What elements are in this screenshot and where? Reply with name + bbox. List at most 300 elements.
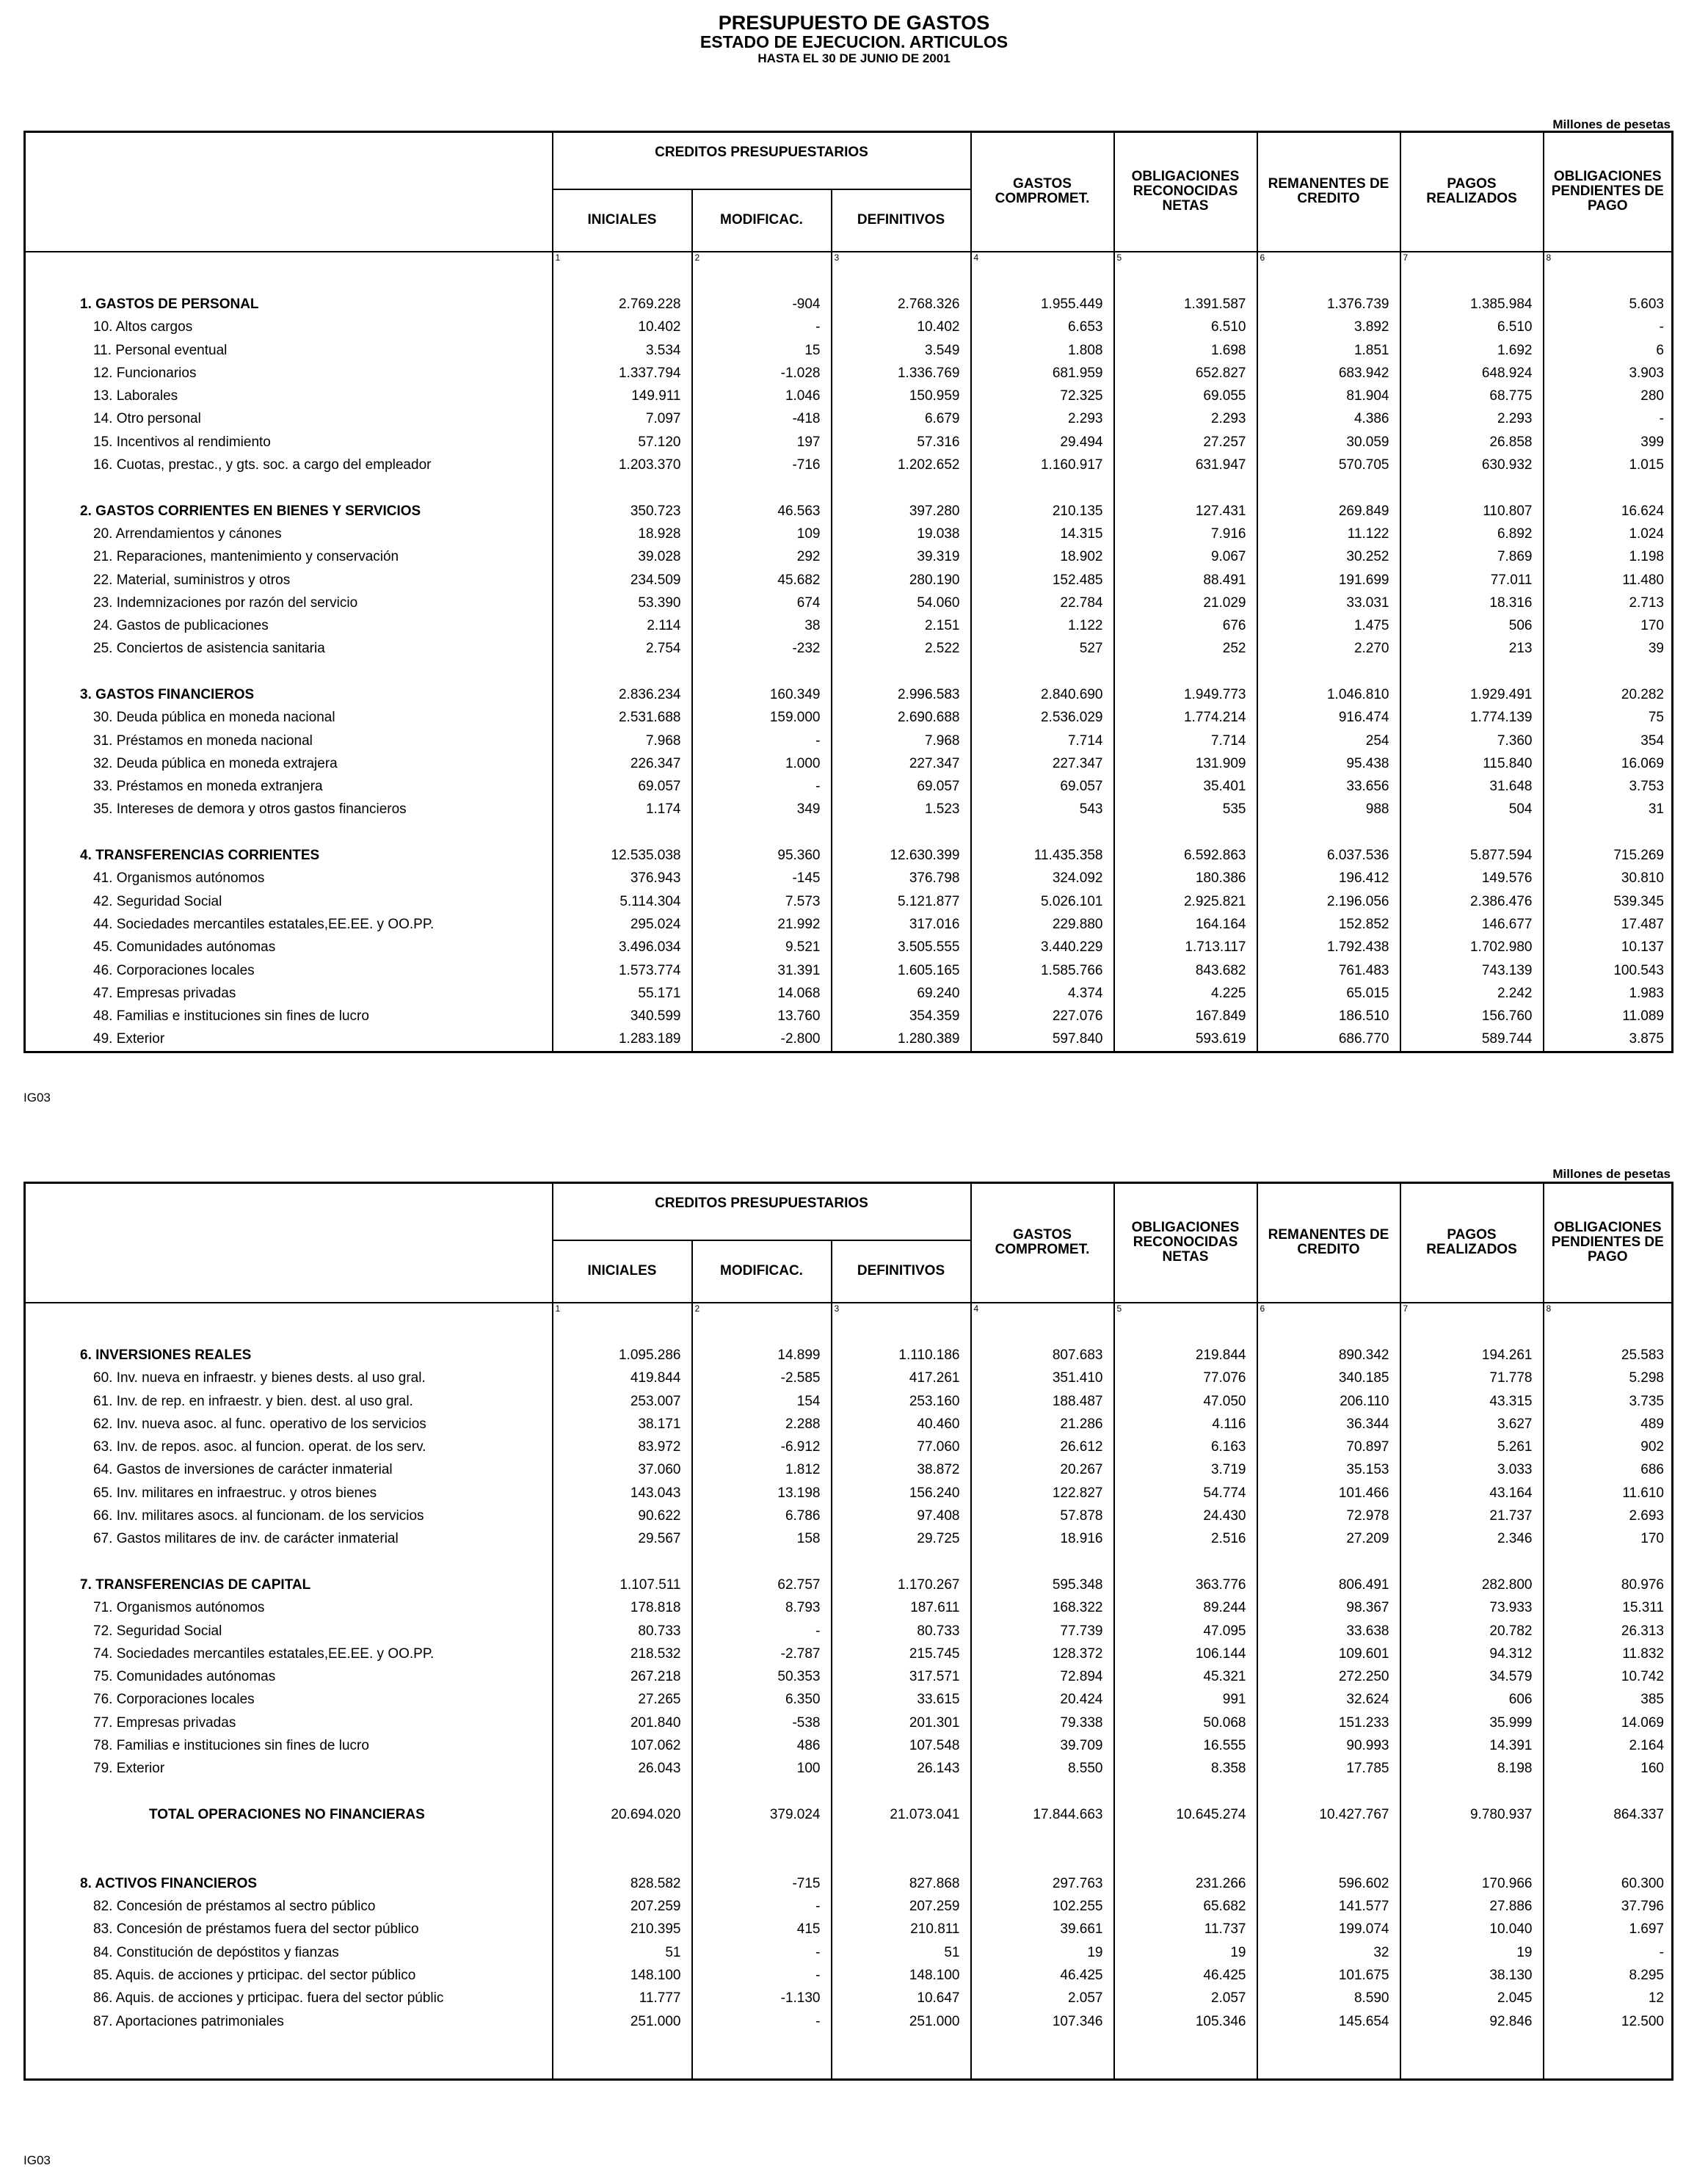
value-cell: 9.521 — [692, 936, 832, 958]
table-row — [25, 592, 1673, 614]
row-label: 61. Inv. de rep. en infraestr. y bien. dest. al uso gral. — [93, 1393, 413, 1409]
value-cell: 51 — [553, 1941, 692, 1964]
value-cell: 351.410 — [971, 1367, 1114, 1389]
value-cell: 18.316 — [1400, 592, 1544, 614]
row-label: 47. Empresas privadas — [93, 985, 236, 1001]
value-cell: 596.602 — [1257, 1872, 1400, 1895]
blank-cell — [832, 1849, 971, 1871]
value-cell: 13.198 — [692, 1482, 832, 1505]
column-number: 1 — [553, 252, 692, 270]
value-cell: 21.992 — [692, 913, 832, 936]
blank-cell — [553, 2033, 692, 2056]
value-cell: 37.060 — [553, 1458, 692, 1481]
value-cell: 890.342 — [1257, 1344, 1400, 1367]
value-cell: 681.959 — [971, 362, 1114, 385]
row-label: 84. Constitución de depóstitos y fianzas — [93, 1944, 339, 1960]
header-remanentes: REMANENTES DE CREDITO — [1257, 132, 1400, 252]
value-cell: 141.577 — [1257, 1895, 1400, 1918]
row-label: 83. Concesión de préstamos fuera del sector público — [93, 1921, 419, 1938]
value-cell: 1.095.286 — [553, 1344, 692, 1367]
value-cell: 527 — [971, 637, 1114, 660]
value-cell: 6.786 — [692, 1505, 832, 1527]
value-cell: 11.737 — [1114, 1918, 1257, 1940]
value-cell: 19 — [1400, 1941, 1544, 1964]
row-label: 41. Organismos autónomos — [93, 870, 265, 887]
blank-cell — [1257, 2056, 1400, 2080]
blank-cell — [1257, 1849, 1400, 1871]
value-cell: 3.753 — [1544, 775, 1673, 798]
value-cell: 186.510 — [1257, 1005, 1400, 1027]
row-label: 1. GASTOS DE PERSONAL — [80, 296, 259, 312]
value-cell: 106.144 — [1114, 1643, 1257, 1665]
blank-row — [25, 1321, 1673, 1344]
value-cell: 54.774 — [1114, 1482, 1257, 1505]
row-label: 6. INVERSIONES REALES — [80, 1347, 252, 1363]
value-cell: 21.029 — [1114, 592, 1257, 614]
value-cell: 11.122 — [1257, 523, 1400, 545]
value-cell: 143.043 — [553, 1482, 692, 1505]
table-row — [25, 1688, 1673, 1711]
value-cell: 150.959 — [832, 385, 971, 407]
blank-cell — [1257, 821, 1400, 844]
value-cell: - — [692, 1964, 832, 1987]
value-cell: 1.812 — [692, 1458, 832, 1481]
table-row — [25, 1027, 1673, 1052]
row-label: 13. Laborales — [93, 388, 178, 404]
blank-cell — [553, 1849, 692, 1871]
value-cell: - — [692, 1941, 832, 1964]
value-cell: 226.347 — [553, 752, 692, 775]
table-row — [25, 1803, 1673, 1826]
value-cell: 149.576 — [1400, 867, 1544, 890]
value-cell: -418 — [692, 407, 832, 430]
blank-cell — [1114, 1849, 1257, 1871]
value-cell: 3.875 — [1544, 1027, 1673, 1052]
value-cell: 5.603 — [1544, 293, 1673, 316]
value-cell: 90.622 — [553, 1505, 692, 1527]
value-cell: 26.043 — [553, 1757, 692, 1780]
value-cell: 39 — [1544, 637, 1673, 660]
blank-cell — [1400, 476, 1544, 499]
value-cell: 213 — [1400, 637, 1544, 660]
value-cell: 1.107.511 — [553, 1574, 692, 1596]
value-cell: 33.656 — [1257, 775, 1400, 798]
table-row — [25, 752, 1673, 775]
blank-cell — [1257, 1826, 1400, 1849]
value-cell: 14.391 — [1400, 1734, 1544, 1757]
value-cell: 55.171 — [553, 982, 692, 1005]
blank-cell — [25, 1849, 553, 1871]
value-cell: 122.827 — [971, 1482, 1114, 1505]
value-cell: -716 — [692, 454, 832, 476]
value-cell: 53.390 — [553, 592, 692, 614]
value-cell: 72.325 — [971, 385, 1114, 407]
blank-cell — [553, 821, 692, 844]
value-cell: 77.739 — [971, 1619, 1114, 1642]
value-cell: 152.852 — [1257, 913, 1400, 936]
blank-cell — [25, 270, 553, 293]
value-cell: 10.645.274 — [1114, 1803, 1257, 1826]
table-row — [25, 936, 1673, 958]
value-cell: 206.110 — [1257, 1389, 1400, 1412]
blank-cell — [692, 2033, 832, 2056]
value-cell: 102.255 — [971, 1895, 1114, 1918]
value-cell: 156.760 — [1400, 1005, 1544, 1027]
value-cell: 18.916 — [971, 1527, 1114, 1550]
table-row — [25, 890, 1673, 913]
blank-cell — [1544, 1550, 1673, 1573]
value-cell: 827.868 — [832, 1872, 971, 1895]
value-cell: -6.912 — [692, 1436, 832, 1458]
value-cell: 75 — [1544, 706, 1673, 729]
value-cell: 349 — [692, 798, 832, 821]
blank-cell — [971, 270, 1114, 293]
value-cell: 22.784 — [971, 592, 1114, 614]
value-cell: 10.427.767 — [1257, 1803, 1400, 1826]
value-cell: 683.942 — [1257, 362, 1400, 385]
value-cell: 6.679 — [832, 407, 971, 430]
blank-cell — [692, 661, 832, 683]
blank-cell — [832, 1550, 971, 1573]
value-cell: 1.573.774 — [553, 958, 692, 981]
units-label: Millones de pesetas — [1552, 117, 1671, 131]
value-cell: 38.171 — [553, 1413, 692, 1436]
value-cell: 606 — [1400, 1688, 1544, 1711]
table-row — [25, 867, 1673, 890]
value-cell: 916.474 — [1257, 706, 1400, 729]
value-cell: - — [692, 1895, 832, 1918]
blank-cell — [971, 1849, 1114, 1871]
row-label: 65. Inv. militares en infraestruc. y otros bienes — [93, 1485, 377, 1501]
row-label: 77. Empresas privadas — [93, 1714, 236, 1731]
value-cell: 6.892 — [1400, 523, 1544, 545]
table-row — [25, 1505, 1673, 1527]
header-pendientes: OBLIGACIONES PENDIENTES DE PAGO — [1544, 132, 1673, 252]
value-cell: 535 — [1114, 798, 1257, 821]
value-cell: 1.015 — [1544, 454, 1673, 476]
table-row — [25, 1005, 1673, 1027]
value-cell: 1.585.766 — [971, 958, 1114, 981]
blank-cell — [1544, 1826, 1673, 1849]
value-cell: 158 — [692, 1527, 832, 1550]
value-cell: 39.709 — [971, 1734, 1114, 1757]
value-cell: 1.110.186 — [832, 1344, 971, 1367]
table-row — [25, 568, 1673, 591]
value-cell: 253.007 — [553, 1389, 692, 1412]
value-cell: 29.494 — [971, 431, 1114, 454]
value-cell: 227.076 — [971, 1005, 1114, 1027]
value-cell: 160.349 — [692, 683, 832, 706]
value-cell: 207.259 — [832, 1895, 971, 1918]
blank-cell — [1114, 1550, 1257, 1573]
column-number-blank — [25, 252, 553, 270]
value-cell: 14.315 — [971, 523, 1114, 545]
value-cell: 170 — [1544, 614, 1673, 637]
value-cell: 2.840.690 — [971, 683, 1114, 706]
value-cell: 156.240 — [832, 1482, 971, 1505]
value-cell: 167.849 — [1114, 1005, 1257, 1027]
value-cell: 1.605.165 — [832, 958, 971, 981]
value-cell: 188.487 — [971, 1389, 1114, 1412]
value-cell: 631.947 — [1114, 454, 1257, 476]
blank-cell — [25, 2033, 553, 2056]
value-cell: - — [692, 1619, 832, 1642]
value-cell: 2.293 — [971, 407, 1114, 430]
value-cell: 10.742 — [1544, 1665, 1673, 1688]
value-cell: - — [1544, 1941, 1673, 1964]
value-cell: 2.196.056 — [1257, 890, 1400, 913]
value-cell: 317.016 — [832, 913, 971, 936]
blank-cell — [692, 821, 832, 844]
value-cell: 988 — [1257, 798, 1400, 821]
row-label: 23. Indemnizaciones por razón del servicio — [93, 594, 358, 611]
value-cell: 128.372 — [971, 1643, 1114, 1665]
value-cell: 7.869 — [1400, 545, 1544, 568]
value-cell: 101.675 — [1257, 1964, 1400, 1987]
value-cell: 2.536.029 — [971, 706, 1114, 729]
value-cell: 218.532 — [553, 1643, 692, 1665]
table-row — [25, 958, 1673, 981]
row-label: 60. Inv. nueva en infraestr. y bienes dests. al uso gral. — [93, 1370, 426, 1386]
value-cell: 191.699 — [1257, 568, 1400, 591]
value-cell: -2.585 — [692, 1367, 832, 1389]
value-cell: 597.840 — [971, 1027, 1114, 1052]
value-cell: 7.573 — [692, 890, 832, 913]
value-cell: 1.203.370 — [553, 454, 692, 476]
value-cell: 16.624 — [1544, 499, 1673, 522]
value-cell: 506 — [1400, 614, 1544, 637]
value-cell: 419.844 — [553, 1367, 692, 1389]
value-cell: 26.858 — [1400, 431, 1544, 454]
value-cell: 8.198 — [1400, 1757, 1544, 1780]
value-cell: 2.693 — [1544, 1505, 1673, 1527]
value-cell: 10.647 — [832, 1987, 971, 2009]
value-cell: 267.218 — [553, 1665, 692, 1688]
header-modificac: MODIFICAC. — [692, 189, 832, 252]
value-cell: 11.777 — [553, 1987, 692, 2009]
value-cell: 652.827 — [1114, 362, 1257, 385]
blank-cell — [1544, 661, 1673, 683]
value-cell: 350.723 — [553, 499, 692, 522]
column-number: 7 — [1400, 252, 1544, 270]
header-definitivos: DEFINITIVOS — [832, 1240, 971, 1303]
value-cell: 227.347 — [832, 752, 971, 775]
value-cell: 251.000 — [553, 2009, 692, 2032]
value-cell: 20.694.020 — [553, 1803, 692, 1826]
blank-cell — [971, 476, 1114, 499]
value-cell: 69.055 — [1114, 385, 1257, 407]
blank-cell — [25, 1826, 553, 1849]
blank-cell — [1257, 2033, 1400, 2056]
value-cell: 15.311 — [1544, 1596, 1673, 1619]
value-cell: 39.028 — [553, 545, 692, 568]
row-label: 22. Material, suministros y otros — [93, 572, 291, 588]
header-obligaciones: OBLIGACIONES RECONOCIDAS NETAS — [1114, 1183, 1257, 1303]
value-cell: 543 — [971, 798, 1114, 821]
value-cell: 417.261 — [832, 1367, 971, 1389]
row-label: 33. Préstamos en moneda extranjera — [93, 779, 323, 795]
value-cell: 38 — [692, 614, 832, 637]
value-cell: 196.412 — [1257, 867, 1400, 890]
value-cell: 38.130 — [1400, 1964, 1544, 1987]
blank-cell — [971, 821, 1114, 844]
row-label: 15. Incentivos al rendimiento — [93, 434, 271, 450]
table-row — [25, 1574, 1673, 1596]
value-cell: 5.121.877 — [832, 890, 971, 913]
value-cell: 2.836.234 — [553, 683, 692, 706]
blank-cell — [1544, 1849, 1673, 1871]
row-label: 32. Deuda pública en moneda extrajera — [93, 755, 338, 771]
value-cell: 107.346 — [971, 2009, 1114, 2032]
value-cell: 92.846 — [1400, 2009, 1544, 2032]
value-cell: 89.244 — [1114, 1596, 1257, 1619]
value-cell: 34.579 — [1400, 1665, 1544, 1688]
row-label: 11. Personal eventual — [93, 342, 228, 358]
blank-cell — [692, 1321, 832, 1344]
column-number: 6 — [1257, 252, 1400, 270]
table-row — [25, 798, 1673, 821]
value-cell: 5.877.594 — [1400, 844, 1544, 867]
value-cell: 3.627 — [1400, 1413, 1544, 1436]
header-definitivos: DEFINITIVOS — [832, 189, 971, 252]
value-cell: 2.516 — [1114, 1527, 1257, 1550]
value-cell: 589.744 — [1400, 1027, 1544, 1052]
blank-cell — [1544, 821, 1673, 844]
value-cell: 282.800 — [1400, 1574, 1544, 1596]
value-cell: 110.807 — [1400, 499, 1544, 522]
value-cell: 743.139 — [1400, 958, 1544, 981]
header-remanentes: REMANENTES DE CREDITO — [1257, 1183, 1400, 1303]
value-cell: 2.242 — [1400, 982, 1544, 1005]
value-cell: 2.769.228 — [553, 293, 692, 316]
blank-cell — [25, 2056, 553, 2080]
value-cell: 98.367 — [1257, 1596, 1400, 1619]
value-cell: 77.011 — [1400, 568, 1544, 591]
value-cell: 7.714 — [971, 729, 1114, 752]
value-cell: 19 — [1114, 1941, 1257, 1964]
value-cell: 843.682 — [1114, 958, 1257, 981]
blank-cell — [25, 476, 553, 499]
value-cell: 354.359 — [832, 1005, 971, 1027]
value-cell: 194.261 — [1400, 1344, 1544, 1367]
value-cell: 489 — [1544, 1413, 1673, 1436]
value-cell: 2.151 — [832, 614, 971, 637]
blank-cell — [1400, 661, 1544, 683]
value-cell: 1.202.652 — [832, 454, 971, 476]
blank-cell — [692, 1780, 832, 1803]
row-label: 12. Funcionarios — [93, 365, 197, 381]
value-cell: 33.615 — [832, 1688, 971, 1711]
value-cell: 253.160 — [832, 1389, 971, 1412]
value-cell: 201.301 — [832, 1712, 971, 1734]
value-cell: 9.780.937 — [1400, 1803, 1544, 1826]
value-cell: 81.904 — [1257, 385, 1400, 407]
value-cell: 1.955.449 — [971, 293, 1114, 316]
value-cell: 317.571 — [832, 1665, 971, 1688]
column-number: 1 — [553, 1303, 692, 1321]
table-row — [25, 775, 1673, 798]
blank-row — [25, 2033, 1673, 2056]
value-cell: 100 — [692, 1757, 832, 1780]
blank-row — [25, 1550, 1673, 1573]
blank-cell — [553, 1780, 692, 1803]
value-cell: 105.346 — [1114, 2009, 1257, 2032]
value-cell: 1.692 — [1400, 338, 1544, 361]
row-label: 78. Familias e instituciones sin fines de lucro — [93, 1737, 369, 1753]
blank-cell — [553, 661, 692, 683]
row-label: 75. Comunidades autónomas — [93, 1669, 276, 1685]
value-cell: 676 — [1114, 614, 1257, 637]
value-cell: 3.892 — [1257, 316, 1400, 338]
value-cell: 69.057 — [553, 775, 692, 798]
value-cell: 11.832 — [1544, 1643, 1673, 1665]
value-cell: 27.886 — [1400, 1895, 1544, 1918]
value-cell: 379.024 — [692, 1803, 832, 1826]
value-cell: 40.460 — [832, 1413, 971, 1436]
value-cell: 7.714 — [1114, 729, 1257, 752]
value-cell: 95.360 — [692, 844, 832, 867]
table-row — [25, 1665, 1673, 1688]
value-cell: 1.122 — [971, 614, 1114, 637]
value-cell: 17.785 — [1257, 1757, 1400, 1780]
blank-cell — [1257, 270, 1400, 293]
value-cell: 14.068 — [692, 982, 832, 1005]
blank-cell — [971, 1321, 1114, 1344]
value-cell: 991 — [1114, 1688, 1257, 1711]
value-cell: 539.345 — [1544, 890, 1673, 913]
blank-cell — [832, 270, 971, 293]
row-label: 45. Comunidades autónomas — [93, 939, 276, 956]
blank-cell — [553, 1321, 692, 1344]
value-cell: 57.316 — [832, 431, 971, 454]
value-cell: 6.163 — [1114, 1436, 1257, 1458]
value-cell: 20.424 — [971, 1688, 1114, 1711]
value-cell: 115.840 — [1400, 752, 1544, 775]
row-label: 76. Corporaciones locales — [93, 1692, 255, 1708]
value-cell: 77.060 — [832, 1436, 971, 1458]
blank-cell — [832, 2056, 971, 2080]
row-label: 62. Inv. nueva asoc. al func. operativo de los servicios — [93, 1416, 426, 1432]
table-row — [25, 316, 1673, 338]
value-cell: 1.713.117 — [1114, 936, 1257, 958]
row-label: 20. Arrendamientos y cánones — [93, 525, 282, 542]
value-cell: 1.929.491 — [1400, 683, 1544, 706]
row-label: 44. Sociedades mercantiles estatales,EE.EE. y OO.PP. — [93, 916, 435, 932]
value-cell: 806.491 — [1257, 1574, 1400, 1596]
value-cell: 1.851 — [1257, 338, 1400, 361]
value-cell: 6.037.536 — [1257, 844, 1400, 867]
blank-cell — [832, 1780, 971, 1803]
table-row — [25, 499, 1673, 522]
blank-cell — [25, 821, 553, 844]
value-cell: 1.046 — [692, 385, 832, 407]
value-cell: 415 — [692, 1918, 832, 1940]
value-cell: 12.500 — [1544, 2009, 1673, 2032]
table-row — [25, 844, 1673, 867]
value-cell: 1.697 — [1544, 1918, 1673, 1940]
value-cell: 6.592.863 — [1114, 844, 1257, 867]
value-cell: 77.076 — [1114, 1367, 1257, 1389]
value-cell: 26.313 — [1544, 1619, 1673, 1642]
blank-cell — [1400, 821, 1544, 844]
row-label: 74. Sociedades mercantiles estatales,EE.EE. y OO.PP. — [93, 1645, 435, 1662]
value-cell: -145 — [692, 867, 832, 890]
value-cell: 219.844 — [1114, 1344, 1257, 1367]
value-cell: 25.583 — [1544, 1344, 1673, 1367]
value-cell: 187.611 — [832, 1596, 971, 1619]
value-cell: 340.599 — [553, 1005, 692, 1027]
table-row — [25, 1734, 1673, 1757]
